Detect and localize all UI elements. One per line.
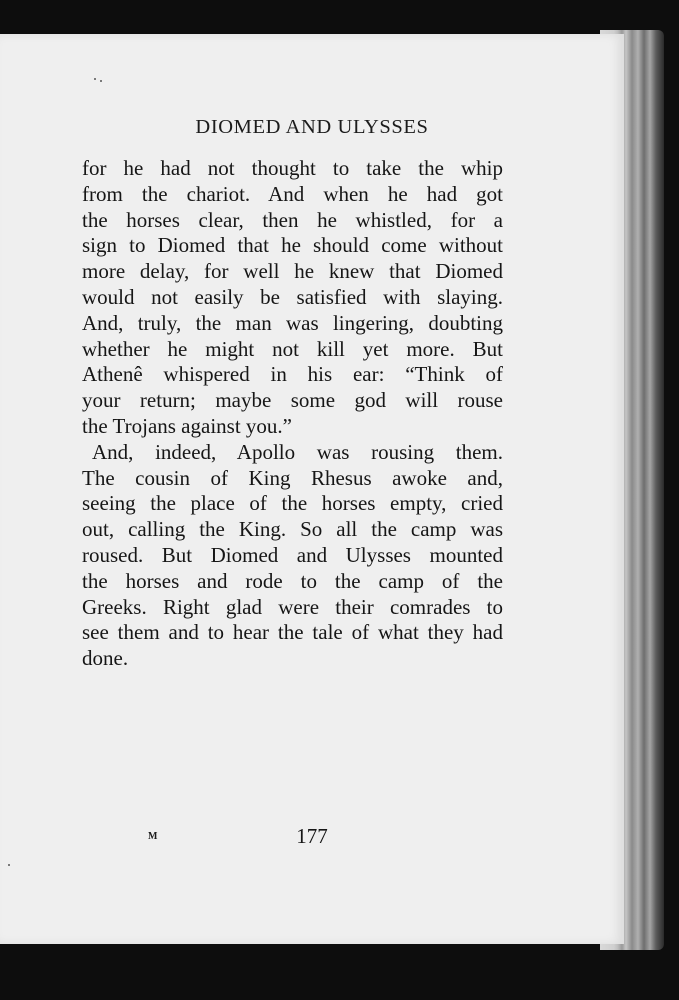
text-line: whether he might not kill yet more. But: [82, 336, 503, 361]
running-header: DIOMED AND ULYSSES: [195, 116, 429, 138]
body-text: [82, 156, 503, 672]
text-line: The cousin of King Rhesus awoke and,: [82, 465, 503, 490]
text-line: Athenê whispered in his ear: “Think of: [82, 362, 503, 387]
text-line: your return; maybe some god will rouse: [82, 388, 503, 413]
book-page: [0, 34, 624, 944]
text-line: would not easily be satisfied with slaying.: [82, 284, 503, 309]
text-line: And, truly, the man was lingering, doubting: [82, 310, 503, 335]
text-line: And, indeed, Apollo was rousing them.: [92, 439, 503, 464]
text-line: roused. But Diomed and Ulysses mounted: [82, 542, 503, 567]
page-number: 177: [296, 824, 328, 848]
text-line: more delay, for well he knew that Diomed: [82, 259, 503, 284]
text-line: from the chariot. And when he had got: [82, 181, 503, 206]
text-line: seeing the place of the horses empty, cried: [82, 491, 503, 516]
text-line: sign to Diomed that he should come without: [82, 233, 503, 258]
text-line: the horses clear, then he whistled, for a: [82, 207, 503, 232]
text-line: for he had not thought to take the whip: [82, 156, 503, 180]
text-line: done.: [82, 646, 129, 671]
text-line: Greeks. Right glad were their comrades to: [82, 594, 503, 619]
paper-speck: [100, 80, 102, 82]
text-line: see them and to hear the tale of what they had: [82, 620, 503, 645]
text-line: the horses and rode to the camp of the: [82, 568, 503, 593]
paper-speck: [8, 864, 10, 866]
text-line: out, calling the King. So all the camp was: [82, 517, 503, 542]
paper-speck: [94, 78, 96, 80]
text-line: the Trojans against you.”: [82, 413, 292, 438]
signature-mark: M: [148, 831, 158, 842]
